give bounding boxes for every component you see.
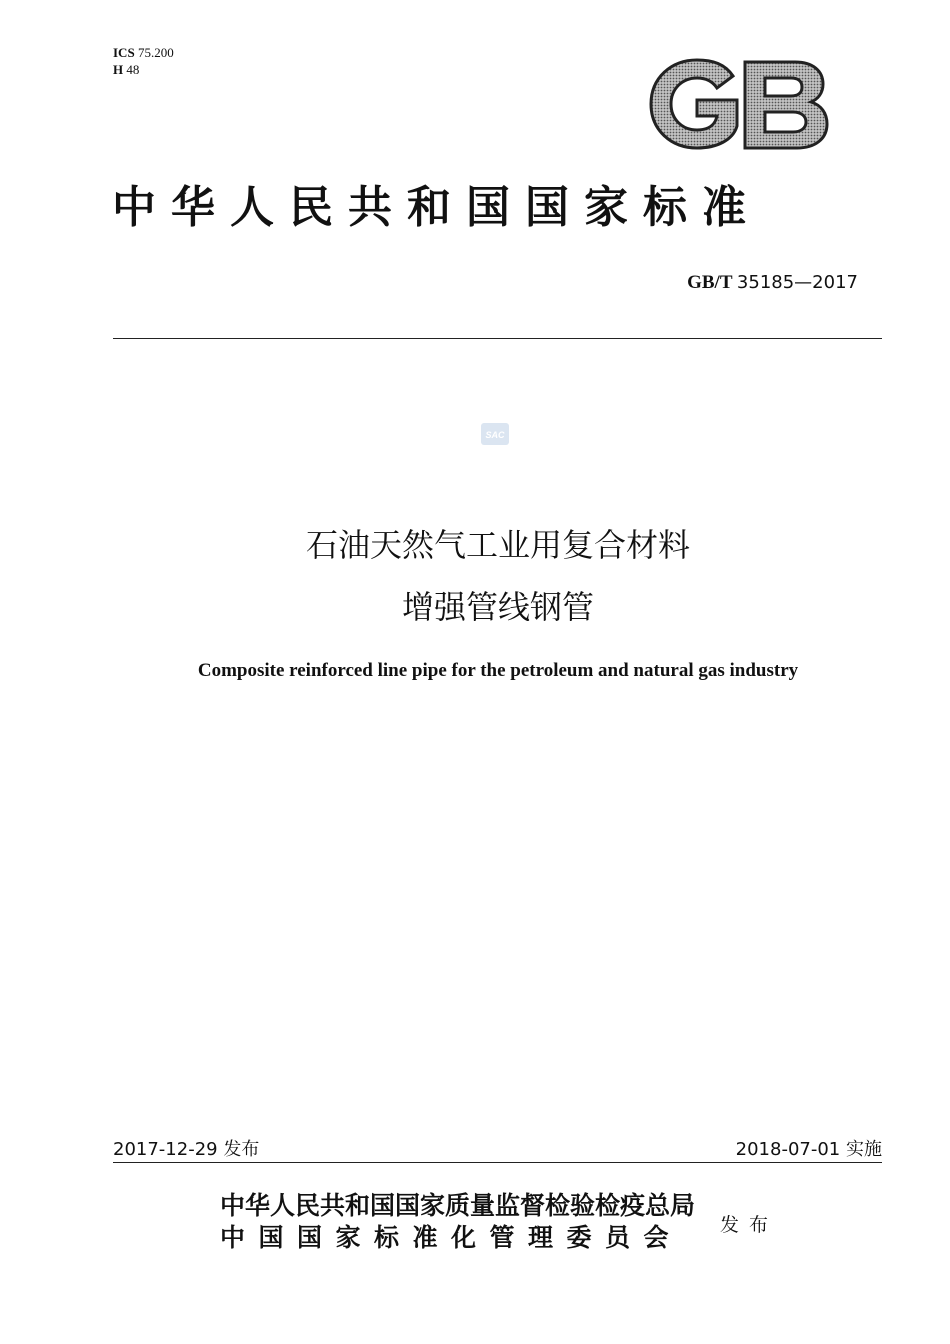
sac-watermark xyxy=(480,421,510,447)
ics-code: 75.200 xyxy=(137,45,174,60)
issuer-aqsiq: 中华人民共和国国家质量监督检验检疫总局 xyxy=(220,1191,696,1220)
document-title-en: Composite reinforced line pipe for the petroleum and natural gas industry xyxy=(197,660,799,681)
title-line-2: 增强管线钢管 xyxy=(401,588,594,626)
issuer-sac: 中国国家标准化管理委员会 xyxy=(220,1223,683,1252)
ccs-label: H xyxy=(113,62,124,77)
ccs-code: 48 xyxy=(126,62,140,77)
national-standard-heading: 中华人民共和国国家标准 xyxy=(112,182,761,233)
publish-label: 发布 xyxy=(720,1214,779,1236)
title-line-1: 石油天然气工业用复合材料 xyxy=(305,526,690,564)
standard-prefix: GB/T xyxy=(687,272,733,293)
issue-date: 2017-12-29 发布 xyxy=(113,1139,260,1160)
ics-label: ICS xyxy=(113,45,135,60)
standard-code: 35185—2017 xyxy=(736,272,858,293)
top-divider xyxy=(113,338,882,339)
ccs-code-line xyxy=(113,61,174,78)
document-title-cn xyxy=(0,520,950,632)
ics-code-line xyxy=(113,44,174,61)
gb-logo xyxy=(645,56,831,152)
classification-codes xyxy=(113,44,174,78)
implementation-date: 2018-07-01 实施 xyxy=(735,1139,882,1160)
watermark-text: SAC xyxy=(485,430,505,440)
bottom-divider xyxy=(113,1162,882,1163)
standard-number xyxy=(687,272,858,294)
issuing-authorities xyxy=(220,1190,695,1254)
